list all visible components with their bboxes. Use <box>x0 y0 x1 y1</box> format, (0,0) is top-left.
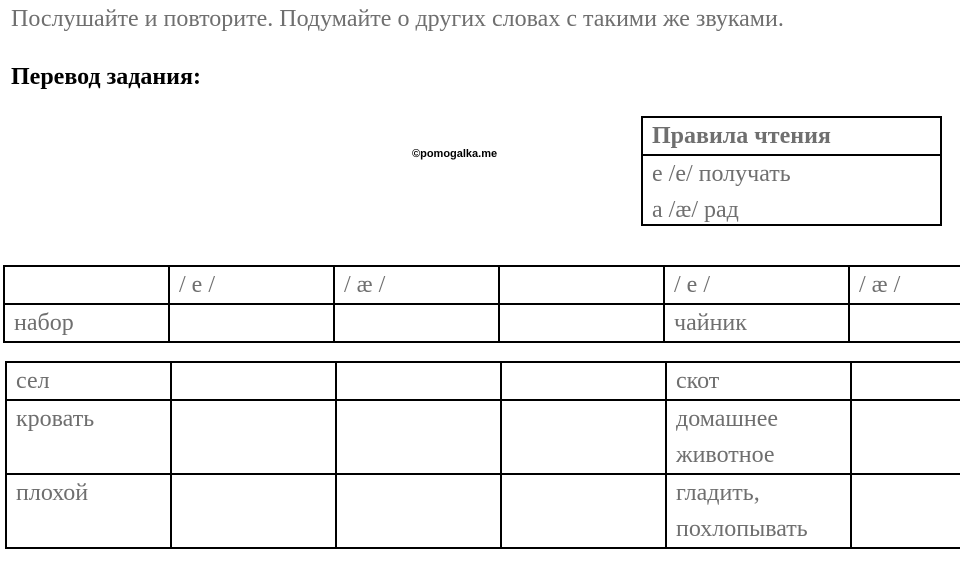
answer-cell <box>171 362 336 400</box>
sounds-table-header <box>3 265 960 343</box>
answer-cell <box>171 400 336 474</box>
watermark: ©pomogalka.me <box>412 148 498 160</box>
word-cell: кровать <box>6 400 171 474</box>
reading-rule-e: е /e/ получать <box>652 161 791 187</box>
word-cell: домашнее животное <box>666 400 851 474</box>
table-row <box>4 304 960 342</box>
answer-cell <box>851 474 960 548</box>
header-cell <box>4 266 169 304</box>
table-header-row <box>4 266 960 304</box>
word-cell: скот <box>666 362 851 400</box>
task-instruction: Послушайте и повторите. Подумайте о других словах с такими же звуками. <box>11 6 784 32</box>
reading-rule-a: а /æ/ рад <box>652 197 739 223</box>
answer-cell <box>336 362 501 400</box>
header-cell-ae: / æ / <box>334 266 499 304</box>
answer-cell <box>171 474 336 548</box>
answer-cell <box>851 400 960 474</box>
answer-cell <box>849 304 960 342</box>
answer-cell <box>169 304 334 342</box>
header-cell-e: / e / <box>169 266 334 304</box>
answer-cell <box>334 304 499 342</box>
word-cell: плохой <box>6 474 171 548</box>
word-cell: гладить, похлопывать <box>666 474 851 548</box>
header-cell-ae: / æ / <box>849 266 960 304</box>
word-cell: набор <box>4 304 169 342</box>
header-cell <box>499 266 664 304</box>
answer-cell <box>501 400 666 474</box>
word-cell: сел <box>6 362 171 400</box>
table-row <box>6 362 960 400</box>
answer-cell <box>336 400 501 474</box>
table-row <box>6 474 960 548</box>
answer-cell <box>501 474 666 548</box>
table-row <box>6 400 960 474</box>
reading-rules-box <box>641 116 942 226</box>
translation-heading: Перевод задания: <box>11 64 201 90</box>
answer-cell <box>851 362 960 400</box>
answer-cell <box>499 304 664 342</box>
reading-rules-title: Правила чтения <box>643 118 940 156</box>
sounds-table-words <box>5 361 960 549</box>
answer-cell <box>336 474 501 548</box>
header-cell-e: / e / <box>664 266 849 304</box>
answer-cell <box>501 362 666 400</box>
word-cell: чайник <box>664 304 849 342</box>
